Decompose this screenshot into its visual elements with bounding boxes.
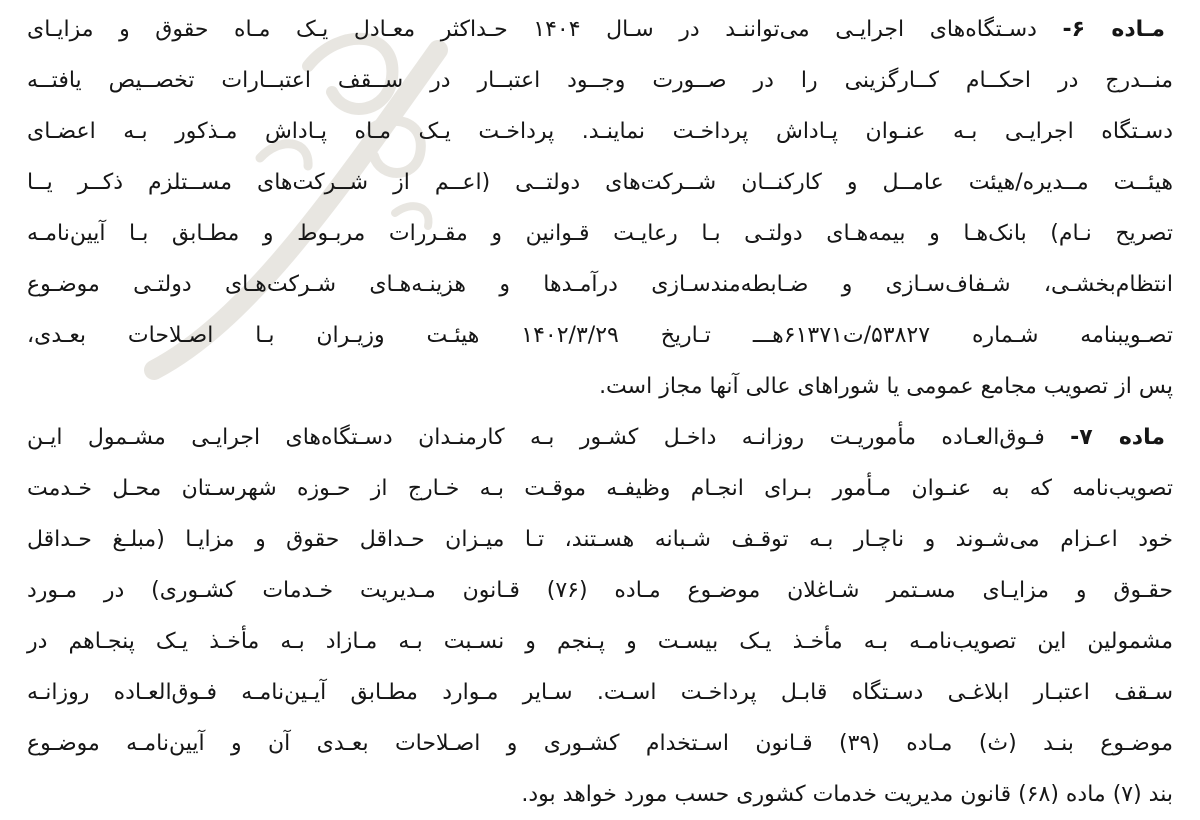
- article-6-line-1-text: دسـتگاه‌های اجرایـی می‌تواننـد در سـال ۱۴۰۴ حـداکثر معـادل یـک مـاه حقوق و مزایـای: [27, 17, 1037, 42]
- article-7-line-2: تصویب‌نامه که به عنـوان مـأمور بـرای انجـام وظیفـه موقـت بـه خـارج از حـوزه شهرسـتان محـل خـدمت: [27, 476, 1173, 501]
- article-6-line-7: تصـویبنامه شـماره ۵۳۸۲۷/ت۶۱۳۷۱هـــ تـاریخ ۱۴۰۲/۳/۲۹ هیئـت وزیـران بـا اصـلاحات بعـدی،: [27, 323, 1173, 348]
- article-6-heading: مـاده ۶-: [1062, 17, 1166, 42]
- article-6: [27, 4, 1173, 412]
- article-7-line-7: موضـوع بنـد (ث) مـاده (۳۹) قـانون اسـتخدام کشـوری و اصـلاحات بعـدی آن و آیین‌نامـه موضـوع: [27, 731, 1173, 756]
- article-7-line-3: خود اعـزام می‌شـوند و ناچـار بـه توقـف شـبانه هسـتند، تـا میـزان حـداقل حقوق و مزایـا (مبلـغ حـداقل: [27, 527, 1173, 552]
- article-6-line-5: تصریح نـام) بانک‌هـا و بیمه‌هـای دولتـی بـا رعایـت قـوانین و مقـررات مربـوط و مطـابق بـا آیین‌نامـه: [27, 221, 1173, 246]
- article-6-line-4: هیئــت مــدیره/هیئت عامــل و کارکنــان شــرکت‌های دولتــی (اعــم از شــرکت‌های مســتلزم ذکــر یــا: [27, 170, 1173, 195]
- article-7-line-1-text: فـوق‌العـاده مأموریـت روزانـه داخـل کشـور بـه کارمنـدان دسـتگاه‌های اجرایـی مشـمول ایـن: [27, 425, 1045, 450]
- article-7-line-6: سـقف اعتبـار ابلاغـی دسـتگاه قابـل پرداخـت اسـت. سـایر مـوارد مطـابق آیـین‌نامـه فـوق‌العـاده روزانـه: [27, 680, 1173, 705]
- article-7-line-1: [27, 412, 1173, 463]
- article-7-heading: ماده ۷-: [1070, 425, 1165, 450]
- article-7-line-8: بند (۷) ماده (۶۸) قانون مدیریت خدمات کشوری حسب مورد خواهد بود.: [521, 782, 1173, 807]
- article-6-line-3: دسـتگاه اجرایـی بـه عنـوان پـاداش پرداخـت نماینـد. پرداخـت یـک مـاه پـاداش مـذکور بـه اعضـای: [27, 119, 1173, 144]
- article-7: [27, 412, 1173, 820]
- article-6-line-1: [27, 4, 1173, 55]
- article-7-line-5: مشمولین این تصویب‌نامـه بـه مأخـذ یـک بیسـت و پـنجم و نسـبت بـه مـازاد بـه مأخـذ یـک پنجـاهم در: [27, 629, 1173, 654]
- article-6-line-8: پس از تصویب مجامع عمومی یا شوراهای عالی آنها مجاز است.: [599, 374, 1173, 399]
- article-6-line-6: انتظام‌بخشـی، شـفاف‌سـازی و ضـابطه‌مندسـازی درآمـدها و هزینـه‌هـای شـرکت‌هـای دولتـی موضـوع: [27, 272, 1173, 297]
- article-7-line-4: حقـوق و مزایـای مسـتمر شـاغلان موضـوع مـاده (۷۶) قـانون مـدیریت خـدمات کشـوری) در مـورد: [27, 578, 1173, 603]
- article-6-line-2: منــدرج در احکــام کــارگزینی را در صــورت وجــود اعتبــار در ســقف اعتبــارات تخصــیص یافتــه: [27, 68, 1173, 93]
